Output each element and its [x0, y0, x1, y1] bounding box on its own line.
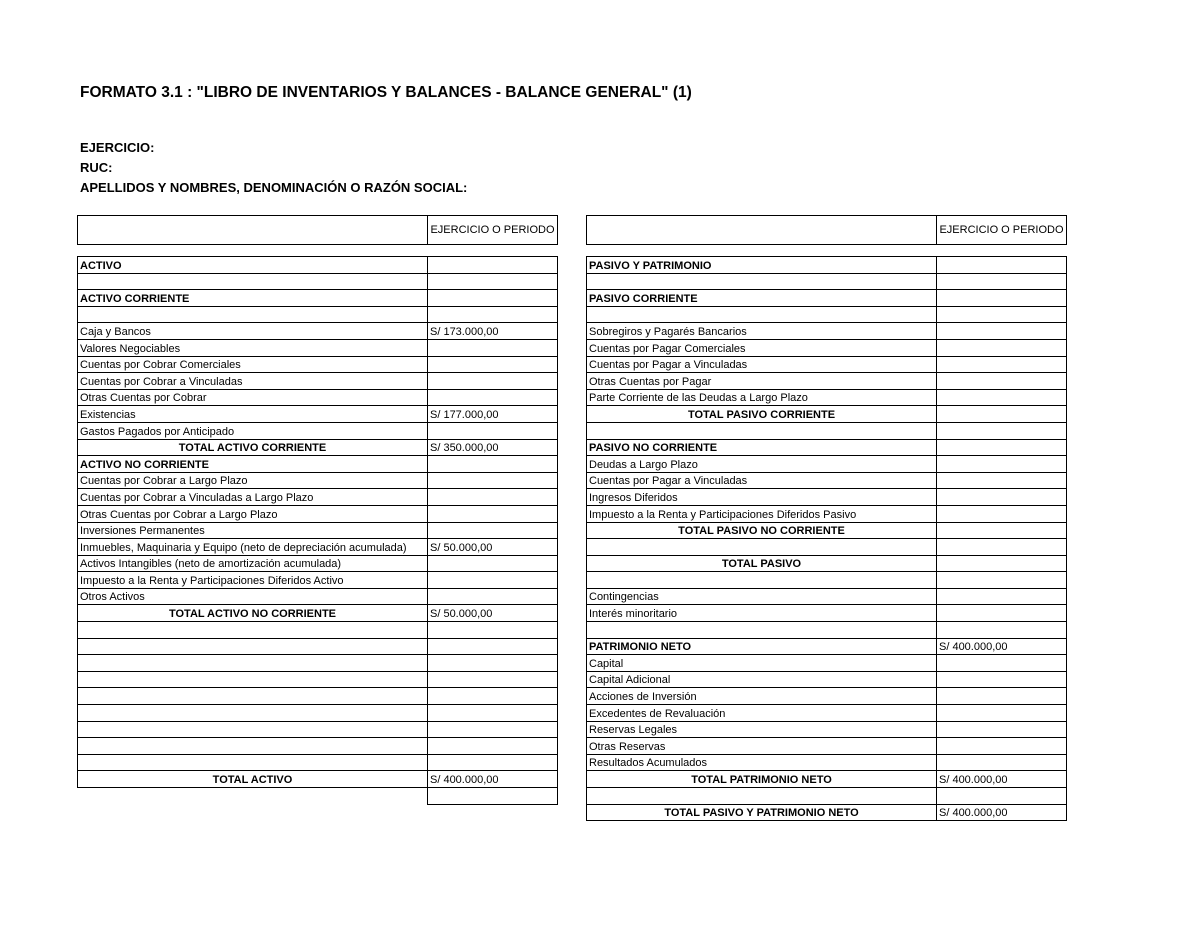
row-label[interactable]: Activos Intangibles (neto de amortización acumulada) — [78, 555, 428, 572]
table-row — [78, 406, 558, 423]
table-row — [587, 472, 1067, 489]
row-label[interactable]: Deudas a Largo Plazo — [587, 456, 937, 473]
row-label[interactable]: Reservas Legales — [587, 721, 937, 738]
row-label[interactable] — [78, 738, 428, 755]
row-value[interactable] — [428, 257, 558, 274]
row-label[interactable]: TOTAL ACTIVO NO CORRIENTE — [78, 605, 428, 622]
row-value[interactable] — [428, 705, 558, 722]
row-value[interactable] — [937, 389, 1067, 406]
row-label[interactable] — [78, 688, 428, 705]
table-row — [78, 472, 558, 489]
activo-table — [77, 215, 558, 805]
row-label[interactable]: Excedentes de Revaluación — [587, 705, 937, 722]
pasivo-patrimonio-table — [586, 215, 1067, 821]
row-value[interactable] — [937, 323, 1067, 340]
row-value[interactable] — [428, 588, 558, 605]
row-value[interactable] — [937, 406, 1067, 423]
column-header-ejercicio: EJERCICIO O PERIODO — [937, 216, 1067, 245]
row-label[interactable]: Impuesto a la Renta y Participaciones Diferidos Pasivo — [587, 505, 937, 522]
table-row — [587, 339, 1067, 356]
row-value[interactable] — [937, 705, 1067, 722]
row-label[interactable] — [587, 622, 937, 639]
row-value[interactable]: S/ 50.000,00 — [428, 605, 558, 622]
table-row — [78, 539, 558, 556]
table-row — [78, 257, 558, 274]
row-value[interactable] — [428, 306, 558, 323]
row-label[interactable] — [78, 671, 428, 688]
row-value[interactable] — [937, 306, 1067, 323]
row-label[interactable]: Interés minoritario — [587, 605, 937, 622]
table-row — [587, 422, 1067, 439]
row-label[interactable]: Otras Reservas — [587, 738, 937, 755]
row-value[interactable] — [428, 472, 558, 489]
table-row — [587, 290, 1067, 307]
row-value[interactable] — [937, 505, 1067, 522]
table-row — [587, 622, 1067, 639]
row-value[interactable] — [937, 339, 1067, 356]
table-row — [78, 439, 558, 456]
table-row — [78, 456, 558, 473]
row-value[interactable] — [937, 721, 1067, 738]
table-row — [587, 539, 1067, 556]
row-value[interactable] — [428, 622, 558, 639]
row-label[interactable]: PATRIMONIO NETO — [587, 638, 937, 655]
row-value[interactable]: S/ 177.000,00 — [428, 406, 558, 423]
table-row — [78, 290, 558, 307]
row-label[interactable]: TOTAL PASIVO CORRIENTE — [587, 406, 937, 423]
row-label[interactable] — [78, 655, 428, 672]
row-value[interactable] — [428, 671, 558, 688]
table-row — [78, 389, 558, 406]
row-value[interactable] — [937, 738, 1067, 755]
table-row — [78, 588, 558, 605]
row-label[interactable]: PASIVO Y PATRIMONIO — [587, 257, 937, 274]
row-label[interactable]: Existencias — [78, 406, 428, 423]
row-value[interactable] — [937, 754, 1067, 771]
row-value[interactable] — [428, 522, 558, 539]
table-row — [587, 705, 1067, 722]
row-value[interactable] — [428, 290, 558, 307]
row-value[interactable]: S/ 400.000,00 — [937, 638, 1067, 655]
row-value[interactable]: S/ 50.000,00 — [428, 539, 558, 556]
row-label[interactable]: ACTIVO CORRIENTE — [78, 290, 428, 307]
table-row — [78, 721, 558, 738]
row-value[interactable]: S/ 400.000,00 — [428, 771, 558, 788]
row-label[interactable]: TOTAL PATRIMONIO NETO — [587, 771, 937, 788]
row-value[interactable] — [428, 638, 558, 655]
table-row — [587, 721, 1067, 738]
table-row — [587, 505, 1067, 522]
table-row — [78, 356, 558, 373]
header-blank-cell — [587, 216, 937, 245]
row-value[interactable] — [428, 505, 558, 522]
row-label[interactable]: Cuentas por Pagar a Vinculadas — [587, 356, 937, 373]
row-label[interactable]: Cuentas por Cobrar a Vinculadas a Largo Plazo — [78, 489, 428, 506]
row-label[interactable] — [78, 638, 428, 655]
row-label[interactable] — [78, 721, 428, 738]
table-row — [587, 306, 1067, 323]
column-header-ejercicio: EJERCICIO O PERIODO — [428, 216, 558, 245]
row-label[interactable]: Otras Cuentas por Cobrar a Largo Plazo — [78, 505, 428, 522]
row-label[interactable]: Caja y Bancos — [78, 323, 428, 340]
row-value[interactable] — [937, 273, 1067, 290]
table-row — [78, 306, 558, 323]
row-label[interactable]: Capital Adicional — [587, 671, 937, 688]
row-label[interactable]: Impuesto a la Renta y Participaciones Diferidos Activo — [78, 572, 428, 589]
row-label[interactable] — [587, 273, 937, 290]
table-row — [78, 522, 558, 539]
row-value[interactable] — [937, 539, 1067, 556]
table-row — [587, 688, 1067, 705]
table-row — [587, 389, 1067, 406]
row-value[interactable] — [428, 572, 558, 589]
row-label[interactable]: TOTAL ACTIVO — [78, 771, 428, 788]
row-label[interactable]: Parte Corriente de las Deudas a Largo Plazo — [587, 389, 937, 406]
row-label[interactable] — [78, 622, 428, 639]
row-label[interactable]: TOTAL ACTIVO CORRIENTE — [78, 439, 428, 456]
trailing-blank — [78, 788, 428, 805]
row-label[interactable]: Capital — [587, 655, 937, 672]
row-label[interactable]: Resultados Acumulados — [587, 754, 937, 771]
row-value[interactable] — [937, 655, 1067, 672]
table-row — [587, 588, 1067, 605]
row-label[interactable]: Valores Negociables — [78, 339, 428, 356]
table-row — [587, 257, 1067, 274]
header-blank-cell — [78, 216, 428, 245]
row-value[interactable] — [428, 738, 558, 755]
row-value[interactable] — [428, 339, 558, 356]
table-row — [78, 422, 558, 439]
row-label[interactable]: Inmuebles, Maquinaria y Equipo (neto de depreciación acumulada) — [78, 539, 428, 556]
table-row — [587, 655, 1067, 672]
row-label[interactable]: Sobregiros y Pagarés Bancarios — [587, 323, 937, 340]
row-value[interactable] — [937, 356, 1067, 373]
row-label[interactable] — [587, 539, 937, 556]
row-label[interactable] — [78, 705, 428, 722]
table-row — [587, 605, 1067, 622]
trailing-value-cell[interactable] — [428, 788, 558, 805]
table-row — [587, 373, 1067, 390]
row-value[interactable] — [428, 356, 558, 373]
row-label[interactable] — [587, 422, 937, 439]
row-label[interactable]: TOTAL PASIVO Y PATRIMONIO NETO — [587, 804, 937, 821]
row-value[interactable] — [937, 605, 1067, 622]
row-value[interactable] — [937, 290, 1067, 307]
row-label[interactable]: Cuentas por Cobrar a Vinculadas — [78, 373, 428, 390]
row-label[interactable] — [587, 306, 937, 323]
table-row — [587, 456, 1067, 473]
table-row — [587, 804, 1067, 821]
table-row — [587, 638, 1067, 655]
row-value[interactable] — [937, 422, 1067, 439]
row-label[interactable]: Otras Cuentas por Cobrar — [78, 389, 428, 406]
row-value[interactable]: S/ 350.000,00 — [428, 439, 558, 456]
row-label[interactable]: Otros Activos — [78, 588, 428, 605]
table-row — [587, 738, 1067, 755]
table-row — [587, 788, 1067, 805]
row-label[interactable] — [78, 306, 428, 323]
row-value[interactable] — [428, 754, 558, 771]
table-row — [78, 555, 558, 572]
table-row — [78, 671, 558, 688]
table-row — [78, 489, 558, 506]
table-row — [78, 754, 558, 771]
row-value[interactable] — [428, 456, 558, 473]
row-value[interactable] — [428, 373, 558, 390]
row-label[interactable]: Acciones de Inversión — [587, 688, 937, 705]
table-row — [78, 771, 558, 788]
table-row — [587, 522, 1067, 539]
table-row — [587, 439, 1067, 456]
razon-social-label: APELLIDOS Y NOMBRES, DENOMINACIÓN O RAZÓN SOCIAL: — [80, 180, 468, 195]
table-row — [78, 339, 558, 356]
row-value[interactable]: S/ 400.000,00 — [937, 771, 1067, 788]
table-row-trailing — [78, 788, 558, 805]
page-title: FORMATO 3.1 : "LIBRO DE INVENTARIOS Y BALANCES - BALANCE GENERAL" (1) — [80, 84, 692, 101]
row-label[interactable]: PASIVO CORRIENTE — [587, 290, 937, 307]
row-label[interactable] — [78, 273, 428, 290]
row-value[interactable] — [937, 788, 1067, 805]
row-label[interactable]: ACTIVO NO CORRIENTE — [78, 456, 428, 473]
table-row — [78, 638, 558, 655]
row-label[interactable]: Inversiones Permanentes — [78, 522, 428, 539]
row-label[interactable]: Gastos Pagados por Anticipado — [78, 422, 428, 439]
table-row — [78, 323, 558, 340]
row-label[interactable]: ACTIVO — [78, 257, 428, 274]
row-value[interactable]: S/ 400.000,00 — [937, 804, 1067, 821]
row-value[interactable] — [937, 472, 1067, 489]
row-value[interactable] — [428, 721, 558, 738]
table-row — [587, 356, 1067, 373]
table-row — [78, 622, 558, 639]
row-value[interactable] — [937, 522, 1067, 539]
row-value[interactable] — [937, 439, 1067, 456]
row-label[interactable] — [587, 572, 937, 589]
row-label[interactable] — [78, 754, 428, 771]
table-row — [78, 605, 558, 622]
table-row — [587, 323, 1067, 340]
table-row — [587, 406, 1067, 423]
row-label[interactable] — [587, 788, 937, 805]
table-row — [78, 373, 558, 390]
table-row — [587, 555, 1067, 572]
row-value[interactable] — [428, 655, 558, 672]
table-row — [78, 738, 558, 755]
row-value[interactable] — [937, 373, 1067, 390]
row-value[interactable] — [428, 389, 558, 406]
row-value[interactable] — [937, 622, 1067, 639]
row-value[interactable] — [428, 422, 558, 439]
table-row — [78, 688, 558, 705]
table-row — [78, 273, 558, 290]
row-label[interactable]: Cuentas por Pagar Comerciales — [587, 339, 937, 356]
row-value[interactable] — [937, 257, 1067, 274]
table-header-row — [78, 216, 558, 245]
table-row — [78, 705, 558, 722]
row-label[interactable]: Contingencias — [587, 588, 937, 605]
row-value[interactable] — [937, 489, 1067, 506]
row-label[interactable]: TOTAL PASIVO — [587, 555, 937, 572]
table-row — [587, 489, 1067, 506]
row-value[interactable] — [937, 572, 1067, 589]
row-value[interactable]: S/ 173.000,00 — [428, 323, 558, 340]
table-row — [587, 572, 1067, 589]
row-label[interactable]: Cuentas por Cobrar a Largo Plazo — [78, 472, 428, 489]
row-value[interactable] — [428, 489, 558, 506]
row-label[interactable]: TOTAL PASIVO NO CORRIENTE — [587, 522, 937, 539]
row-value[interactable] — [428, 555, 558, 572]
row-label[interactable]: PASIVO NO CORRIENTE — [587, 439, 937, 456]
row-label[interactable]: Cuentas por Pagar a Vinculadas — [587, 472, 937, 489]
table-row — [78, 505, 558, 522]
table-header-row — [587, 216, 1067, 245]
row-value[interactable] — [937, 456, 1067, 473]
ruc-label: RUC: — [80, 160, 113, 175]
table-row — [78, 572, 558, 589]
table-row — [587, 771, 1067, 788]
row-value[interactable] — [937, 588, 1067, 605]
row-value[interactable] — [937, 688, 1067, 705]
table-row — [587, 671, 1067, 688]
row-value[interactable] — [428, 688, 558, 705]
row-value[interactable] — [937, 555, 1067, 572]
row-value[interactable] — [937, 671, 1067, 688]
ejercicio-label: EJERCICIO: — [80, 140, 155, 155]
table-row — [587, 754, 1067, 771]
table-row — [587, 273, 1067, 290]
table-row — [78, 655, 558, 672]
row-label[interactable]: Cuentas por Cobrar Comerciales — [78, 356, 428, 373]
row-label[interactable]: Ingresos Diferidos — [587, 489, 937, 506]
row-value[interactable] — [428, 273, 558, 290]
row-label[interactable]: Otras Cuentas por Pagar — [587, 373, 937, 390]
